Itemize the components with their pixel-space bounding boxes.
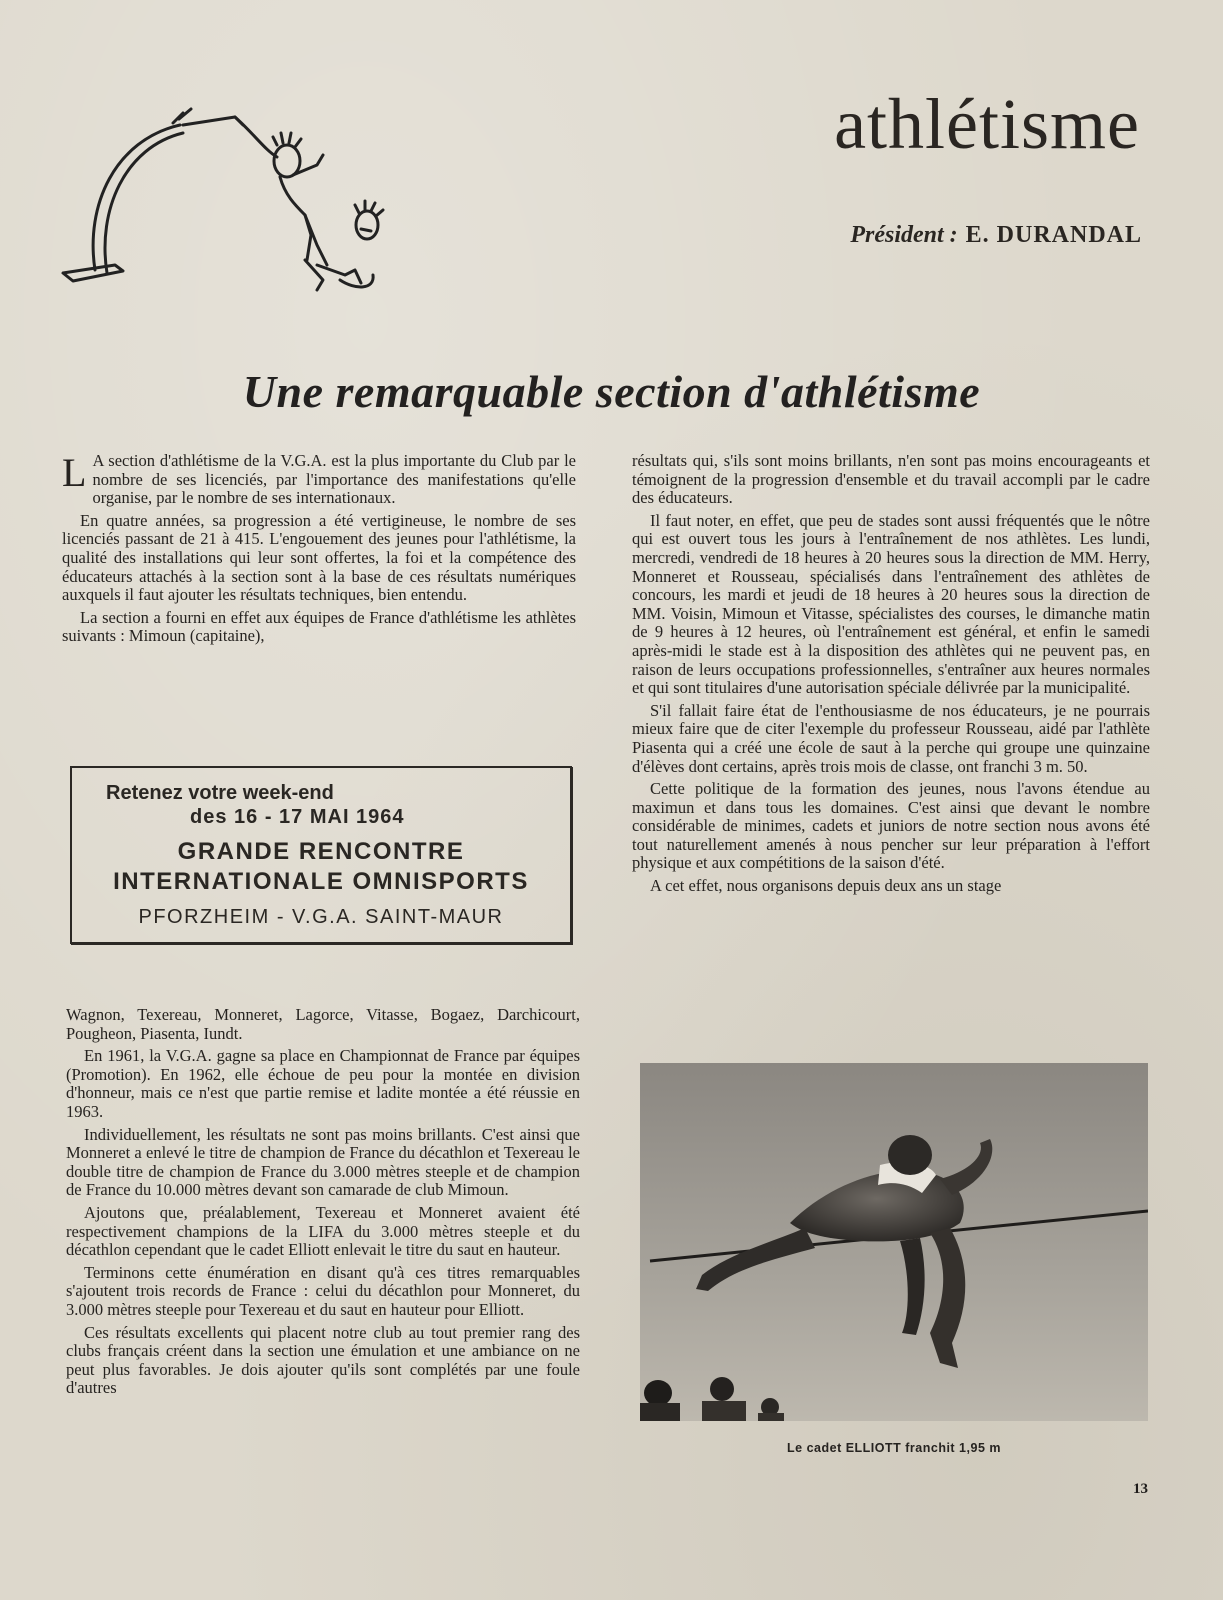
article-paragraph-right-1: résultats qui, s'ils sont moins brillants, n'en sont pas moins encourageants et témoignent de la progression d'ensemble et du travail accompli par le cadre des éducateurs.	[632, 451, 1150, 508]
article-paragraph-5: Individuellement, les résultats ne sont pas moins brillants. C'est ainsi que Monneret a enlevé le titre de champion de France du décathlon et Texereau le double titre de champion de France du 3.000 mètres steeple et de champion de France du 10.000 mètres devant son camarade de club Mimoun.	[66, 1124, 580, 1200]
article-paragraph-1	[62, 452, 576, 508]
drop-cap: L	[62, 450, 87, 495]
article-paragraph-6: Ajoutons que, préalablement, Texereau et Monneret avaient été respectivement champions de la LIFA du 3.000 mètres steeple et du décathlon cependant que le cadet Elliott enlevait le titre du saut en hauteur.	[66, 1202, 580, 1260]
article-paragraph-3-continued: Wagnon, Texereau, Monneret, Lagorce, Vitasse, Bogaez, Darchicourt, Pougheon, Piasenta, Iundt.	[66, 1005, 580, 1043]
article-paragraph-right-4: Cette politique de la formation des jeunes, nous l'avons étendue au maximun et dans tous les domaines. C'est ainsi que devant le nombre considérable de minimes, cadets et juniors de notre section nous avons été tout naturellement amenés à nous pencher sur leur préparation à l'effort physique et aux compétitions de la saison d'été.	[632, 779, 1150, 873]
section-title: athlétisme	[834, 84, 1140, 164]
ad-line-2: des 16 - 17 MAI 1964	[190, 806, 405, 828]
article-column-right	[632, 452, 1150, 900]
article-paragraph-2: En quatre années, sa progression a été vertigineuse, le nombre de ses licenciés passant de 21 à 415. L'engouement des jeunes pour l'athlétisme, la qualité des installations qui leur sont offertes, la foi et la compétence des éducateurs attachés à la section sont à la base de ces résultats numériques auxquels il faut ajouter les résultats techniques, bien entendu.	[62, 510, 576, 605]
main-headline: Une remarquable section d'athlétisme	[242, 366, 981, 417]
paragraph-text: A section d'athlétisme de la V.G.A. est la plus importante du Club par le nombre de ses licenciés, par l'importance des manifestations qu'elle organise, par le nombre de ses internationaux.	[92, 451, 576, 508]
article-paragraph-7: Terminons cette énumération en disant qu'à ces titres remarquables s'ajoutent trois records de France : celui du décathlon pour Monneret, du 3.000 mètres steeple pour Texereau et du saut en hauteur pour Elliott.	[66, 1262, 580, 1319]
page-number: 13	[1133, 1481, 1148, 1497]
article-column-left-top	[62, 452, 576, 650]
article-paragraph-4: En 1961, la V.G.A. gagne sa place en Championnat de France par équipes (Promotion). En 1962, elle échoue de peu pour la montée en division d'honneur, mais ce n'est que partie remise et ladite montée a été réussie en 1963.	[66, 1046, 580, 1121]
article-paragraph-right-2: Il faut noter, en effet, que peu de stades sont aussi fréquentés que le nôtre qui est ouvert tous les jours à l'entraînement de nos athlètes. Les lundi, mercredi, vendredi de 18 heures à 20 heures sous la direction de MM. Herry, Monneret et Rousseau, spécialisés dans l'entraînement des athlètes de concours, les mardi et jeudi de 18 heures à 20 heures sous la direction de MM. Voisin, Mimoun et Vitasse, spécialistes des courses, le dimanche matin de 9 heures à 12 heures, où l'entraînement est général, et enfin le samedi après-midi le stade est à la disposition des athlètes qui ne peuvent pas, en raison de leurs occupations professionnelles, s'entraîner aux heures normales et qui sont titulaires d'une autorisation spéciale délivrée par la municipalité.	[632, 510, 1150, 698]
article-paragraph-right-5: A cet effet, nous organisons depuis deux ans un stage	[650, 876, 1002, 896]
ad-line-5: PFORZHEIM - V.G.A. SAINT-MAUR	[138, 906, 504, 928]
article-paragraph-8: Ces résultats excellents qui placent notre club au tout premier rang des clubs français créent dans la section une émulation et une ambiance on ne peut plus favorables. Je dois ajouter qu'ils sont complétés par une foule d'autres	[66, 1322, 580, 1398]
high-jump-photo	[640, 1063, 1148, 1421]
president-name: E. DURANDAL	[965, 222, 1142, 248]
article-paragraph-right-3: S'il fallait faire état de l'enthousiasme de nos éducateurs, je ne pourrais mieux faire que de citer l'exemple du professeur Rousseau, aidé par l'athlète Piasenta qui a créé une école de saut à la perche qui groupe une quinzaine d'élèves dont certains, après trois mois de classe, ont franchi 3 m. 50.	[632, 700, 1150, 776]
article-column-left-bottom	[66, 1006, 580, 1402]
president-line	[850, 222, 1142, 249]
article-paragraph-3: La section a fourni en effet aux équipes de France d'athlétisme les athlètes suivants : Mimoun (capitaine),	[62, 607, 576, 646]
ad-line-4: INTERNATIONALE OMNISPORTS	[113, 868, 529, 895]
president-label: Président :	[850, 222, 958, 248]
event-advertisement-box	[70, 766, 572, 944]
pole-vaulter-cartoon	[55, 95, 400, 305]
ad-line-1: Retenez votre week-end	[106, 782, 334, 804]
ad-line-3: GRANDE RENCONTRE	[177, 838, 465, 865]
photo-caption: Le cadet ELLIOTT franchit 1,95 m	[787, 1441, 1001, 1455]
